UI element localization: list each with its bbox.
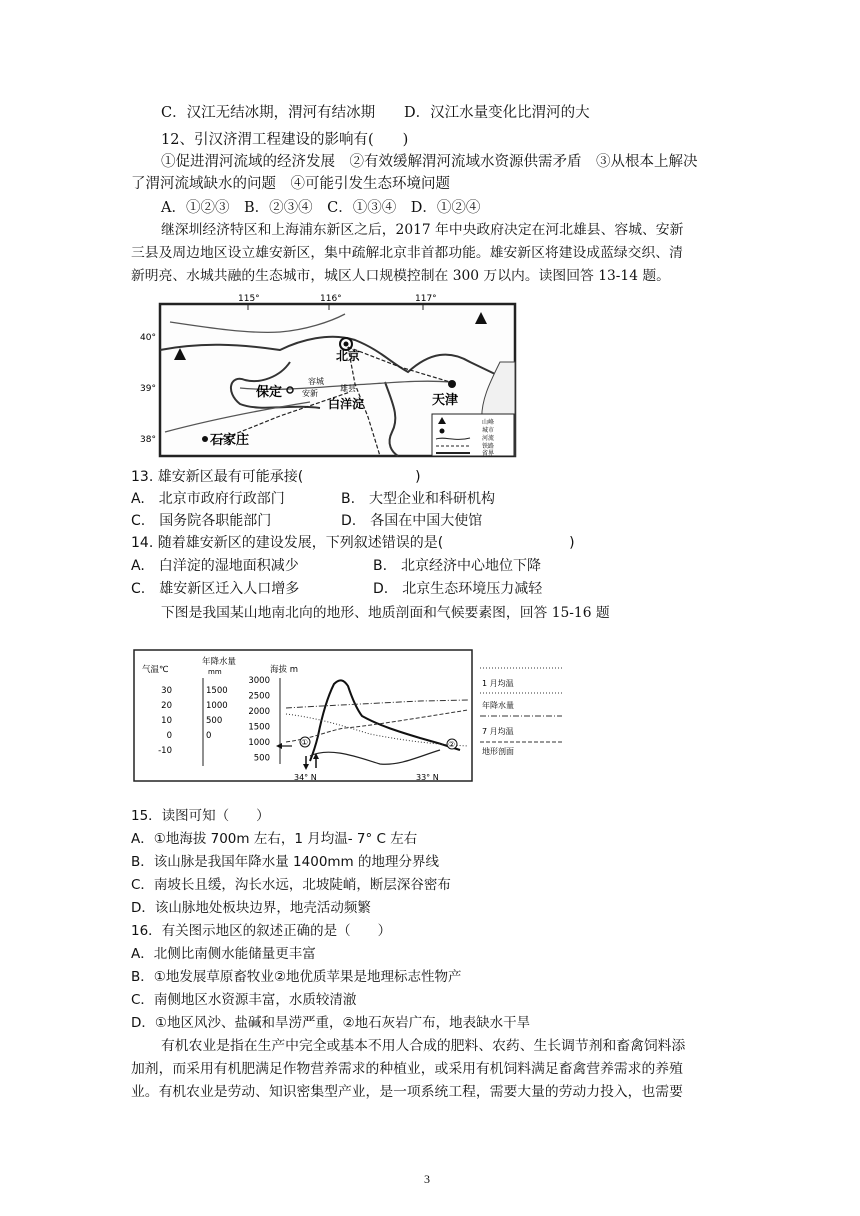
elev-tick-1: 2500 [248, 691, 270, 702]
svg-text:山峰: 山峰 [482, 419, 495, 426]
shijiazhuang-label: 石家庄 [210, 433, 250, 448]
elev-tick-5: 500 [253, 753, 270, 764]
elev-tick-3: 1500 [248, 722, 270, 733]
mountain-profile-figure [130, 646, 566, 783]
q15-option-b: B．该山脉是我国年降水量 1400mm 的地理分界线 [131, 854, 440, 870]
q15-option-d: D．该山脉地处板块边界，地壳活动频繁 [131, 900, 371, 916]
legend-city-icon [440, 429, 445, 434]
q13-option-a: A. 北京市政府行政部门 [131, 491, 285, 507]
q11-option-d: D．汉江水量变化比渭河的大 [404, 105, 590, 121]
svg-text:①: ① [301, 738, 309, 747]
lon-label-117: 117° [415, 294, 437, 304]
q14-option-d: D. 北京生态环境压力减轻 [373, 581, 543, 597]
q12-items-line2: 了渭河流域缺水的问题 ④可能引发生态环境问题 [131, 176, 450, 192]
temp-tick-0: 30 [161, 686, 172, 696]
q12-stem: 12、引汉济渭工程建设的影响有( ) [161, 132, 409, 148]
lat-label-33n: 33° N [416, 773, 439, 782]
precip-tick-3: 0 [206, 731, 212, 741]
q14-option-b: B. 北京经济中心地位下降 [373, 558, 542, 574]
q12-items-line1: ①促进渭河流域的经济发展 ②有效缓解渭河流域水资源供需矛盾 ③从根本上解决 [161, 154, 698, 170]
temp-tick-1: 20 [161, 701, 172, 711]
page-number: 3 [424, 1172, 430, 1186]
lon-label-116: 116° [320, 294, 342, 304]
q16-option-c: C．南侧地区水资源丰富，水质较清澈 [131, 992, 357, 1008]
passage-xiongan-line3: 新明亮、水城共融的生态城市，城区人口规模控制在 300 万以内。读图回答 13-14 题。 [131, 268, 670, 284]
lat-label-40: 40° [140, 333, 156, 343]
lat-label-34n: 34° N [294, 773, 317, 782]
q15-option-a: A．①地海拔 700m 左右，1 月均温- 7° C 左右 [131, 831, 418, 847]
lat-label-38: 38° [140, 435, 156, 445]
passage-xiongan-line2: 三县及周边地区设立雄安新区，集中疏解北京非首都功能。雄安新区将建设成蓝绿交织、清 [131, 245, 683, 261]
svg-text:省界: 省界 [482, 450, 495, 457]
map-legend [432, 414, 514, 456]
axis-temp-title: 气温℃ [142, 665, 169, 675]
xiongan-map [130, 292, 522, 458]
baoding-label: 保定 [256, 385, 283, 400]
axis-precip-title: 年降水量 [202, 657, 237, 667]
q15-option-c: C．南坡长且缓，沟长水远，北坡陡峭，断层深谷密布 [131, 877, 451, 893]
svg-text:地形剖面: 地形剖面 [482, 747, 514, 756]
q16-option-d: D．①地区风沙、盐碱和旱涝严重，②地石灰岩广布，地表缺水干旱 [131, 1015, 531, 1031]
svg-text:7 月均温: 7 月均温 [482, 727, 514, 736]
elev-tick-2: 2000 [248, 707, 270, 717]
precip-tick-1: 1000 [206, 701, 228, 711]
lon-label-115: 115° [238, 294, 260, 304]
tianjin-marker-icon [448, 380, 456, 388]
q13-option-b: B. 大型企业和科研机构 [341, 491, 496, 507]
axis-elev-title: 海拔 m [270, 665, 298, 675]
temp-tick-3: 0 [166, 731, 172, 741]
baiyangdian-label: 白洋淀 [328, 397, 365, 411]
q16-stem: 16．有关图示地区的叙述正确的是（ ） [131, 923, 392, 939]
svg-text:铁路: 铁路 [482, 443, 495, 450]
q16-option-b: B．①地发展草原畜牧业②地优质苹果是地理标志性物产 [131, 969, 462, 985]
beijing-label: 北京 [336, 349, 361, 363]
svg-text:城市: 城市 [482, 427, 495, 434]
q11-option-c: C．汉江无结冰期，渭河有结冰期 [161, 105, 376, 121]
axis-precip-unit: mm [208, 668, 222, 676]
q14-stem: 14. 随着雄安新区的建设发展，下列叙述错误的是( ) [131, 535, 575, 551]
q16-option-a: A．北侧比南侧水能储量更丰富 [131, 946, 316, 962]
passage-organic-line1: 有机农业是指在生产中完全或基本不用人合成的肥料、农药、生长调节剂和畜禽饲料添 [161, 1038, 686, 1054]
q14-option-a: A. 白洋淀的湿地面积减少 [131, 558, 299, 574]
passage-organic-line2: 加剂，而采用有机肥满足作物营养需求的种植业，或采用有机饲料满足畜禽营养需求的养殖 [131, 1061, 683, 1077]
temp-tick-4: -10 [158, 746, 172, 756]
svg-text:1 月均温: 1 月均温 [482, 679, 514, 688]
elev-tick-4: 1000 [248, 738, 270, 748]
passage-organic-line3: 业。有机农业是劳动、知识密集型产业，是一项系统工程，需要大量的劳动力投入，也需要 [131, 1084, 683, 1100]
anxin-label: 安新 [302, 389, 318, 398]
svg-text:河流: 河流 [482, 435, 495, 442]
q13-stem: 13. 雄安新区最有可能承接( ) [131, 469, 421, 485]
rongcheng-label: 容城 [308, 377, 324, 386]
passage-mountain: 下图是我国某山地南北向的地形、地质剖面和气候要素图，回答 15-16 题 [161, 605, 610, 621]
q13-option-c: C. 国务院各职能部门 [131, 513, 272, 529]
passage-xiongan-line1: 继深圳经济特区和上海浦东新区之后，2017 年中央政府决定在河北雄县、容城、安新 [161, 222, 684, 238]
svg-text:②: ② [448, 740, 456, 749]
lat-label-39: 39° [140, 384, 156, 394]
q12-options: A．①②③ B．②③④ C．①③④ D．①②④ [161, 200, 481, 216]
q13-option-d: D. 各国在中国大使馆 [341, 513, 483, 529]
precip-tick-2: 500 [206, 716, 223, 726]
q15-stem: 15．读图可知（ ） [131, 808, 270, 824]
svg-text:年降水量: 年降水量 [482, 701, 514, 710]
xiongxian-label: 雄县 [340, 384, 356, 393]
q14-option-c: C. 雄安新区迁入人口增多 [131, 581, 300, 597]
precip-tick-0: 1500 [206, 686, 228, 696]
tianjin-label: 天津 [432, 393, 459, 408]
shijiazhuang-marker-icon [202, 436, 208, 442]
elev-tick-0: 3000 [248, 676, 270, 686]
temp-tick-2: 10 [161, 716, 172, 726]
